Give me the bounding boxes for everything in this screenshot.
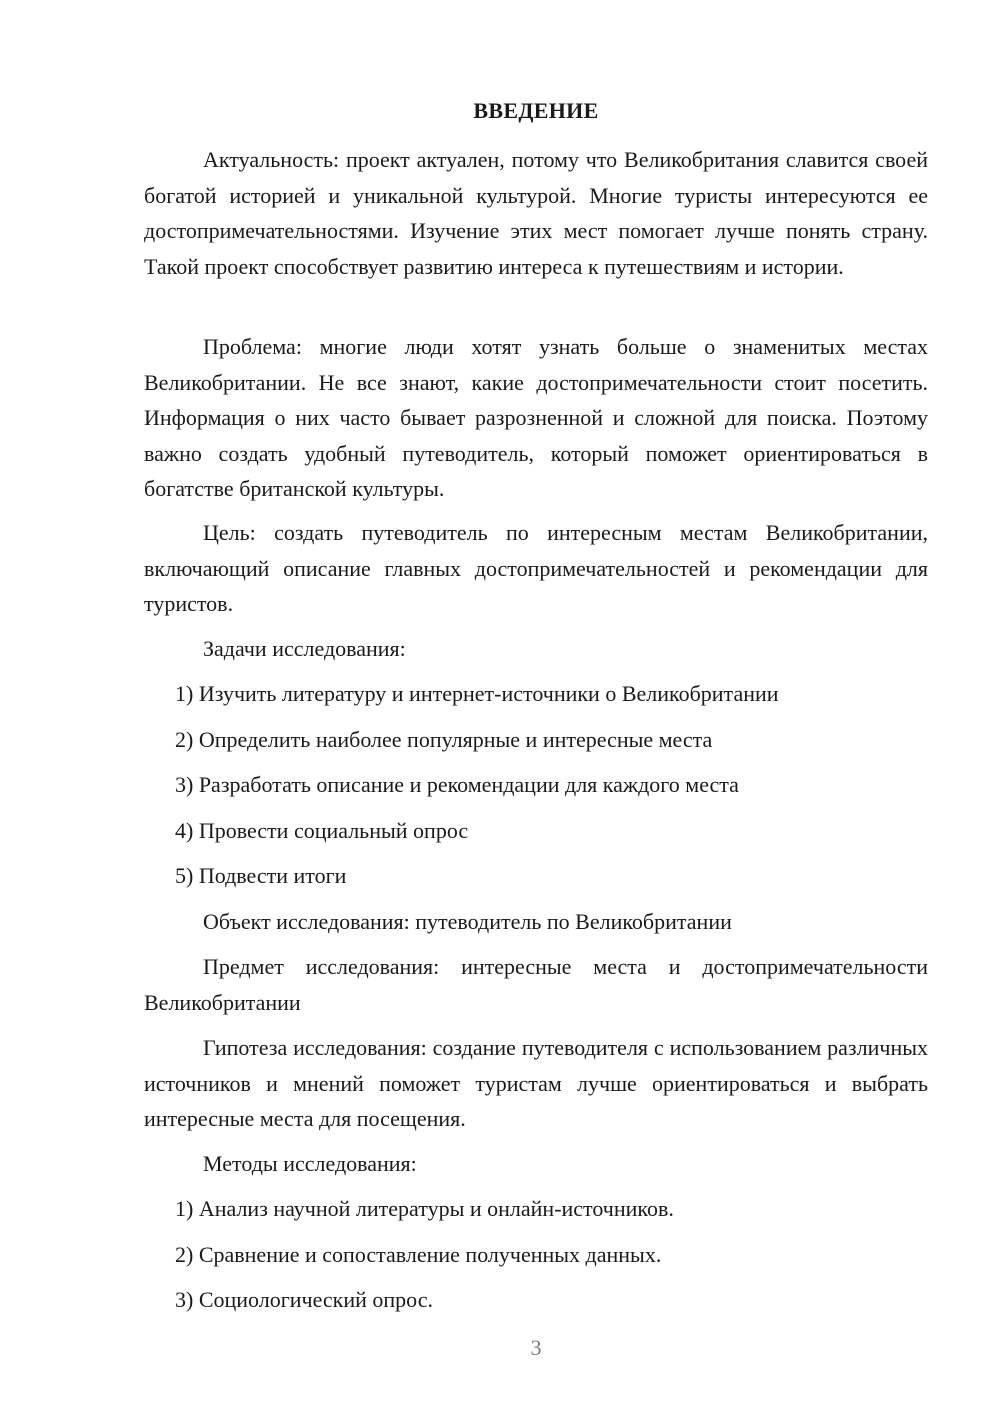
methods-title: Методы исследования: bbox=[203, 1151, 417, 1176]
task-item-1: 1) Изучить литературу и интернет-источники о Великобритании bbox=[175, 681, 779, 706]
relevance-paragraph: Актуальность: проект актуален, потому что Великобритания славится своей богатой историей и уникальной культурой. Многие туристы интересуются ее достопримечательностями. Изучение этих мест помогает лучше понять страну. Такой проект способствует развитию интереса к путешествиям и истории. bbox=[144, 147, 928, 279]
task-item-5: 5) Подвести итоги bbox=[175, 863, 347, 888]
subject-paragraph: Предмет исследования: интересные места и достопримечательности Великобритании bbox=[144, 954, 928, 1015]
goal-paragraph: Цель: создать путеводитель по интересным местам Великобритании, включающий описание главных достопримечательностей и рекомендации для туристов. bbox=[144, 520, 928, 616]
page-heading: ВВЕДЕНИЕ bbox=[473, 98, 599, 123]
problem-paragraph: Проблема: многие люди хотят узнать больше о знаменитых местах Великобритании. Не все знают, какие достопримечательности стоит посетить. Информация о них часто бывает разрозненной и сложной для поиска. Поэтому важно создать удобный путеводитель, который поможет ориентироваться в богатстве британской культуры. bbox=[144, 334, 928, 501]
object-line: Объект исследования: путеводитель по Великобритании bbox=[203, 909, 732, 934]
method-item-2: 2) Сравнение и сопоставление полученных данных. bbox=[175, 1242, 662, 1267]
task-item-4: 4) Провести социальный опрос bbox=[175, 818, 469, 843]
method-item-3: 3) Социологический опрос. bbox=[175, 1287, 433, 1312]
task-item-3: 3) Разработать описание и рекомендации для каждого места bbox=[175, 772, 739, 797]
hypothesis-paragraph: Гипотеза исследования: создание путеводителя с использованием различных источников и мнений поможет туристам лучше ориентироваться и выбрать интересные места для посещения. bbox=[144, 1035, 928, 1131]
method-item-1: 1) Анализ научной литературы и онлайн-источников. bbox=[175, 1196, 674, 1221]
page-number: 3 bbox=[530, 1335, 542, 1360]
tasks-title: Задачи исследования: bbox=[203, 636, 406, 661]
task-item-2: 2) Определить наиболее популярные и интересные места bbox=[175, 727, 713, 752]
